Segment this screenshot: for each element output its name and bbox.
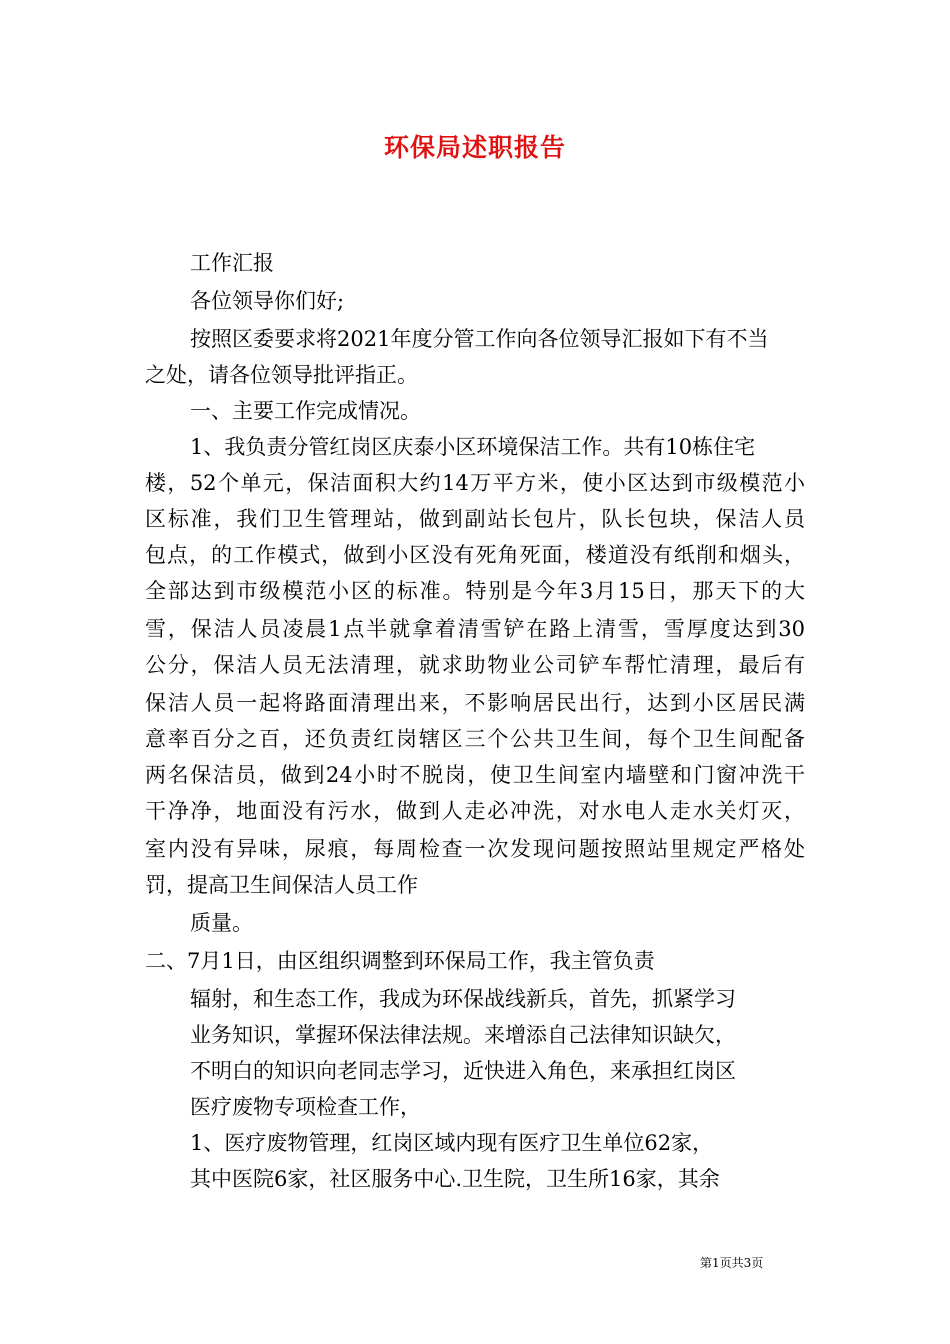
text-line: 各位领导你们好; [190, 289, 345, 313]
text-line: 业务知识，掌握环保法律法规。来增添自己法律知识缺欠， [190, 1023, 736, 1047]
page-number: 第1页共3页 [700, 1256, 764, 1270]
text-line: 罚，提高卫生间保洁人员工作 [145, 873, 418, 897]
text-line: 包点，的工作模式，做到小区没有死角死面，楼道没有纸削和烟头， [145, 543, 805, 567]
document-title: 环保局述职报告 [383, 133, 566, 162]
text-line: 两名保洁员，做到24小时不脱岗，使卫生间室内墙壁和门窗冲洗干 [145, 763, 805, 787]
text-line: 公分，保洁人员无法清理，就求助物业公司铲车帮忙清理，最后有 [145, 653, 805, 677]
text-line: 区标准，我们卫生管理站，做到副站长包片，队长包块，保洁人员 [145, 507, 805, 531]
text-line: 保洁人员一起将路面清理出来，不影响居民出行，达到小区居民满 [145, 691, 805, 715]
text-line: 一、主要工作完成情况。 [190, 399, 421, 423]
text-line: 室内没有异味，尿痕，每周检查一次发现问题按照站里规定严格处 [145, 837, 805, 861]
text-line: 1、我负责分管红岗区庆泰小区环境保洁工作。共有10栋住宅 [190, 435, 756, 459]
text-line: 雪，保洁人员凌晨1点半就拿着清雪铲在路上清雪，雪厚度达到30 [145, 617, 805, 641]
text-line: 医疗废物专项检查工作， [190, 1095, 421, 1119]
text-line: 1、医疗废物管理，红岗区域内现有医疗卫生单位62家， [190, 1131, 714, 1155]
text-line: 辐射，和生态工作，我成为环保战线新兵，首先，抓紧学习 [190, 987, 736, 1011]
text-line: 质量。 [190, 911, 253, 935]
text-line: 二、7月1日，由区组织调整到环保局工作，我主管负责 [145, 949, 655, 973]
text-line: 按照区委要求将2021年度分管工作向各位领导汇报如下有不当 [190, 327, 769, 351]
text-line: 工作汇报 [190, 251, 274, 275]
text-line: 之处，请各位领导批评指正。 [145, 363, 418, 387]
text-line: 意率百分之百，还负责红岗辖区三个公共卫生间，每个卫生间配备 [145, 727, 805, 751]
text-line: 全部达到市级模范小区的标准。特别是今年3月15日，那天下的大 [145, 579, 805, 603]
text-line: 楼，52个单元，保洁面积大约14万平方米，使小区达到市级模范小 [145, 471, 805, 495]
text-line: 不明白的知识向老同志学习，近快进入角色，来承担红岗区 [190, 1059, 736, 1083]
text-line: 其中医院6家，社区服务中心.卫生院，卫生所16家，其余 [190, 1167, 720, 1191]
text-line: 干净净，地面没有污水，做到人走必冲洗，对水电人走水关灯灭， [145, 799, 805, 823]
